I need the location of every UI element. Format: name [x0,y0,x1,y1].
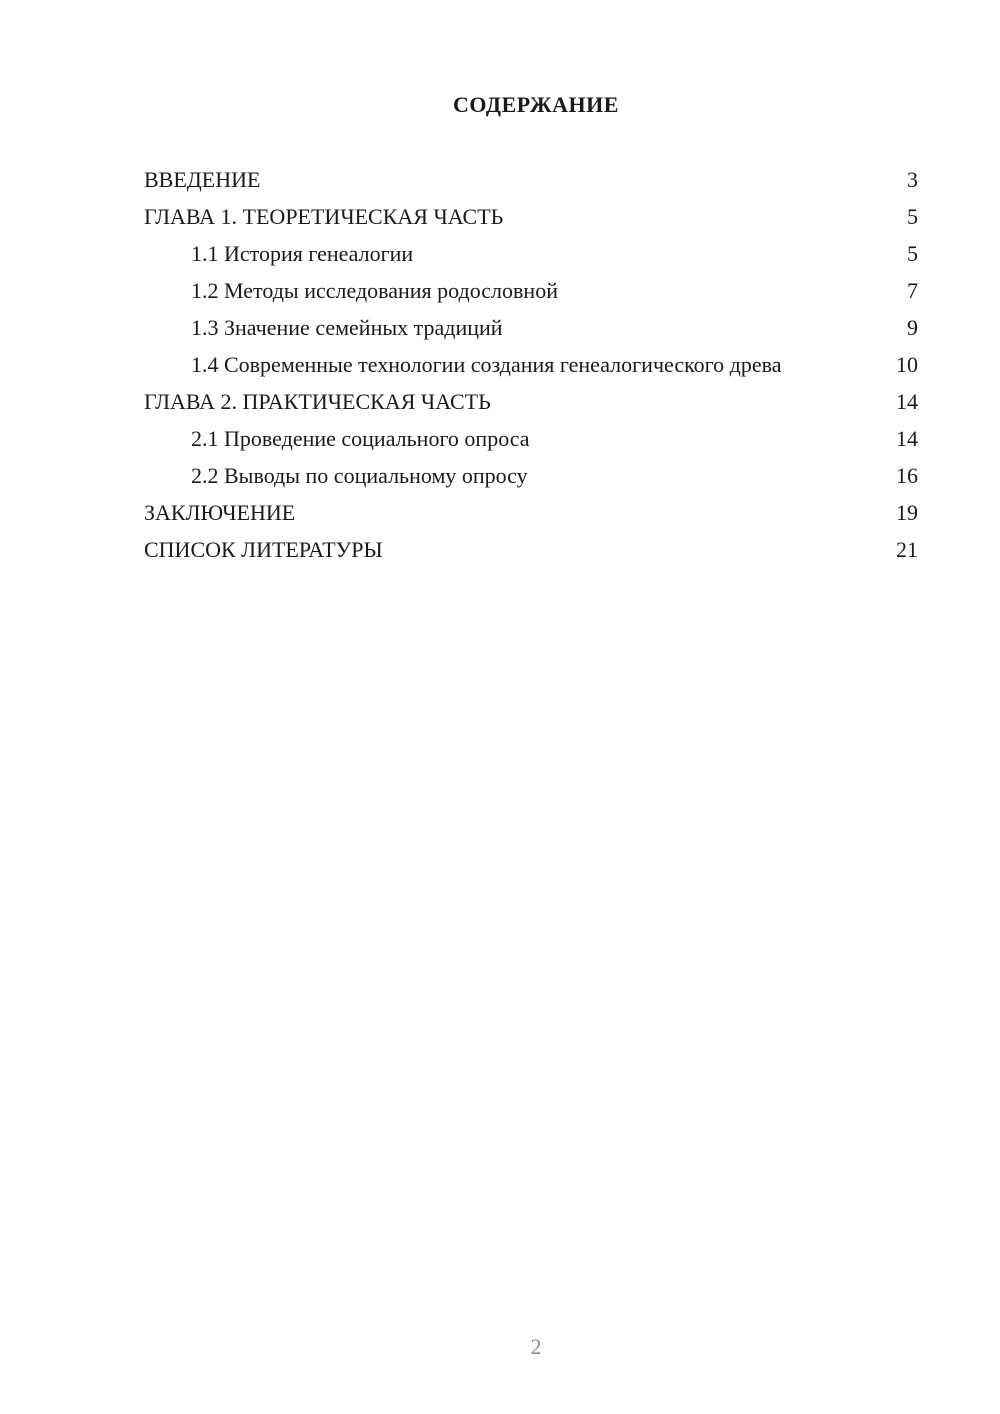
toc-entry-page: 5 [907,241,918,266]
toc-entry-text: 1.2 Методы исследования родословной [191,278,558,303]
toc-entry-text: ЗАКЛЮЧЕНИЕ [144,500,296,525]
toc-entry-chapter-2[interactable] [144,388,918,415]
toc-entry-text: 2.2 Выводы по социальному опросу [191,463,528,488]
toc-entry-section-2-2[interactable] [144,462,918,489]
toc-entry-section-2-1[interactable] [144,425,918,452]
toc-entry-page: 16 [896,463,918,488]
toc-entry-page: 3 [907,167,918,192]
toc-entry-text: 2.1 Проведение социального опроса [191,426,530,451]
toc-entry-page: 10 [896,352,918,377]
toc-entry-introduction[interactable] [144,166,918,193]
toc-entry-page: 7 [907,278,918,303]
toc-entry-text: СПИСОК ЛИТЕРАТУРЫ [144,537,383,562]
toc-entry-text: 1.4 Современные технологии создания генеалогического древа [191,352,782,377]
toc-entry-text: ГЛАВА 2. ПРАКТИЧЕСКАЯ ЧАСТЬ [144,389,491,414]
toc-entry-page: 19 [896,500,918,525]
toc-title: СОДЕРЖАНИЕ [453,92,619,117]
toc-entry-page: 14 [896,389,918,414]
toc-entry-page: 21 [896,537,918,562]
toc-entry-section-1-4[interactable] [144,351,918,378]
toc-entry-text: 1.3 Значение семейных традиций [191,315,503,340]
toc-entry-chapter-1[interactable] [144,203,918,230]
toc-entry-section-1-3[interactable] [144,314,918,341]
toc-entry-page: 14 [896,426,918,451]
toc-entry-section-1-2[interactable] [144,277,918,304]
toc-entry-text: ВВЕДЕНИЕ [144,167,261,192]
table-of-contents [144,166,918,573]
toc-entry-section-1-1[interactable] [144,240,918,267]
toc-entry-text: 1.1 История генеалогии [191,241,414,266]
toc-entry-text: ГЛАВА 1. ТЕОРЕТИЧЕСКАЯ ЧАСТЬ [144,204,504,229]
toc-entry-bibliography[interactable] [144,536,918,563]
toc-entry-page: 9 [907,315,918,340]
toc-entry-page: 5 [907,204,918,229]
toc-entry-conclusion[interactable] [144,499,918,526]
page-number: 2 [530,1334,542,1359]
